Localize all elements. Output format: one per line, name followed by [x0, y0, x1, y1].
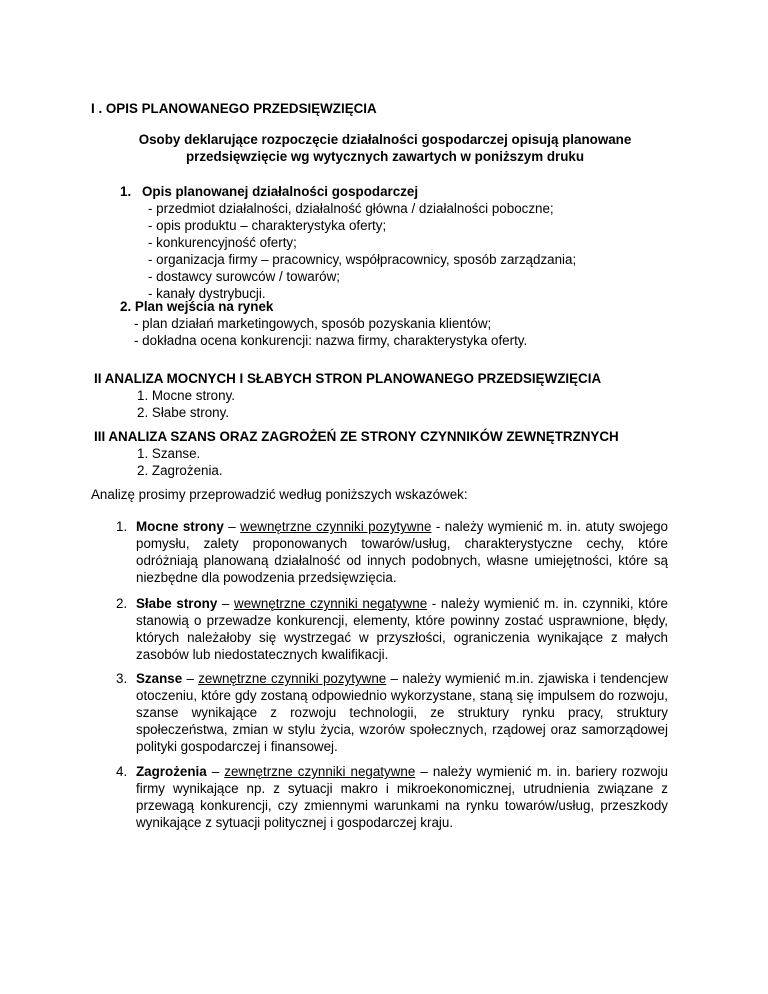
item-dash: – — [206, 764, 225, 779]
item-category: wewnętrzne czynniki pozytywne — [240, 519, 432, 534]
item-dash: – — [223, 519, 241, 534]
item-number: 4. — [116, 764, 128, 779]
strengths-weaknesses-list — [137, 387, 235, 421]
item-dash: – — [182, 671, 199, 686]
item-category: wewnętrzne czynniki negatywne — [234, 596, 428, 611]
subsection-title: Opis planowanej działalności gospodarczej — [142, 184, 419, 199]
opportunities-threats-list — [137, 445, 223, 479]
list-item: - dokładna ocena konkurencji: nazwa firmy, charakterystyka oferty. — [134, 333, 528, 348]
analysis-lead: Analizę prosimy przeprowadzić według poniższych wskazówek: — [91, 487, 468, 502]
analysis-item-strengths — [118, 518, 668, 586]
section-heading-2: II ANALIZA MOCNYCH I SŁABYCH STRON PLANOWANEGO PRZEDSIĘWZIĘCIA — [94, 371, 602, 386]
intro-line-2: przedsięwzięcie wg wytycznych zawartych w poniższym druku — [185, 149, 585, 164]
list-item: 1. Szanse. — [137, 446, 201, 461]
list-item: 1. Mocne strony. — [137, 388, 235, 403]
list-item: - organizacja firmy – pracownicy, współpracownicy, sposób zarządzania; — [148, 252, 577, 267]
subsection-number: 1. — [120, 184, 132, 199]
item-number: 2. — [116, 596, 128, 611]
analysis-item-weaknesses — [118, 595, 668, 663]
list-item: - przedmiot działalności, działalność główna / działalności poboczne; — [148, 201, 554, 216]
analysis-item-opportunities — [118, 670, 668, 755]
list-item: - kanały dystrybucji. — [148, 286, 266, 301]
item-category: zewnętrzne czynniki pozytywne — [198, 671, 387, 686]
list-item: - dostawcy surowców / towarów; — [148, 269, 340, 284]
subsection-list — [134, 315, 527, 349]
list-item: 2. Zagrożenia. — [137, 463, 223, 478]
item-term: Zagrożenia — [136, 764, 207, 779]
item-term: Mocne strony — [136, 519, 224, 534]
list-item: - konkurencyjność oferty; — [148, 235, 297, 250]
section-heading-3: III ANALIZA SZANS ORAZ ZAGROŻEŃ ZE STRONY CZYNNIKÓW ZEWNĘTRZNYCH — [94, 429, 619, 444]
list-item: - plan działań marketingowych, sposób pozyskania klientów; — [134, 316, 492, 331]
item-text: - należy wymienić m. in. atuty swojego pomysłu, zalety proponowanych towarów/usług, charakterystyczne cechy, które odróżniają planowaną działalność od innych podobnych, własne umiejętności, które są niezbędne dla powodzenia przedsięwzięcia. — [136, 519, 668, 585]
item-term: Szanse — [136, 671, 183, 686]
item-category: zewnętrzne czynniki negatywne — [224, 764, 416, 779]
section-heading-1: I . OPIS PLANOWANEGO PRZEDSIĘWZIĘCIA — [91, 101, 377, 116]
intro-paragraph — [100, 131, 670, 165]
subsection-title: 2. Plan wejścia na rynek — [120, 299, 274, 314]
item-text: - należy wymienić m. in. czynniki, które stanowią o przewadze konkurencji, elementy, które powinny zostać usprawnione, błędy, których należałoby się wystrzegać w przyszłości, ograniczenia wynikające z małych zasobów lub niedostatecznych kwalifikacji. — [136, 596, 669, 662]
item-number: 3. — [116, 671, 128, 686]
list-item: - opis produktu – charakterystyka oferty; — [148, 218, 387, 233]
intro-line-1: Osoby deklarujące rozpoczęcie działalności gospodarczej opisują planowane — [138, 132, 632, 147]
item-dash: – — [217, 596, 235, 611]
item-text: – należy wymienić m.in. zjawiska i tendencjew otoczeniu, które gdy zostaną odpowiednio wykorzystane, staną się impulsem do rozwoju, szanse wynikające z rozwoju technologii, ze struktury rynku pracy, struktury społeczeństwa, zmian w stylu życia, wzorów społecznych, rządowej oraz samorządowej polityki gospodarczej i finansowej. — [136, 671, 668, 754]
subsection-market-entry — [120, 298, 528, 348]
item-term: Słabe strony — [136, 596, 218, 611]
item-text: – należy wymienić m. in. bariery rozwoju firmy wynikające np. z sytuacji makro i mikroekonomicznej, utrudnienia związane z przewagą konkurencji, czy zmiennymi warunkami na rynku towarów/usług, przeszkody wynikające z sytuacji politycznej i gospodarczej kraju. — [136, 764, 668, 830]
subsection-list — [148, 200, 576, 302]
item-number: 1. — [116, 519, 128, 534]
analysis-item-threats — [118, 763, 668, 831]
list-item: 2. Słabe strony. — [137, 405, 230, 420]
